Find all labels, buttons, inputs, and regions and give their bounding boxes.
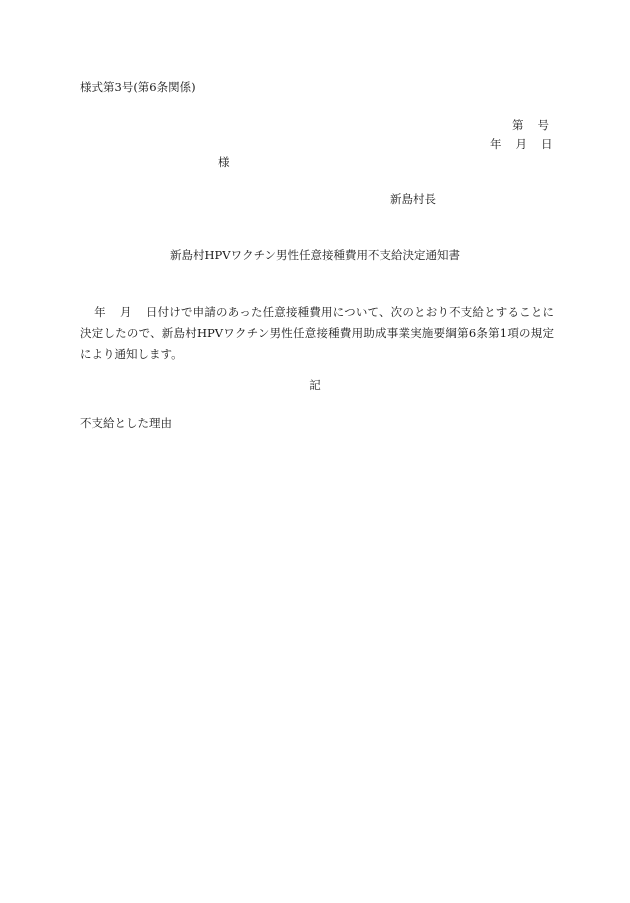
body-text: 日付けで申請のあった任意接種費用について、次のとおり不支給とすることに決定したので、新島村HPVワクチン男性任意接種費用助成事業実施要綱第6条第1項の規定により通知します。	[80, 305, 555, 361]
document-number	[512, 120, 549, 132]
document-number-prefix: 第	[512, 118, 524, 132]
date-day: 日	[541, 137, 553, 151]
form-number: 様式第3号(第6条関係)	[80, 80, 196, 94]
body-year: 年	[94, 305, 106, 319]
date-year: 年	[490, 137, 502, 151]
sender-name: 新島村長	[390, 192, 436, 206]
document-number-suffix: 号	[537, 118, 549, 132]
ki-heading: 記	[309, 378, 321, 392]
issue-date	[490, 139, 553, 151]
addressee-honorific: 様	[218, 155, 230, 169]
reason-label: 不支給とした理由	[80, 416, 172, 430]
body-month: 月	[119, 305, 132, 319]
document-title: 新島村HPVワクチン男性任意接種費用不支給決定通知書	[170, 248, 460, 262]
date-month: 月	[515, 137, 527, 151]
body-paragraph	[80, 302, 554, 365]
